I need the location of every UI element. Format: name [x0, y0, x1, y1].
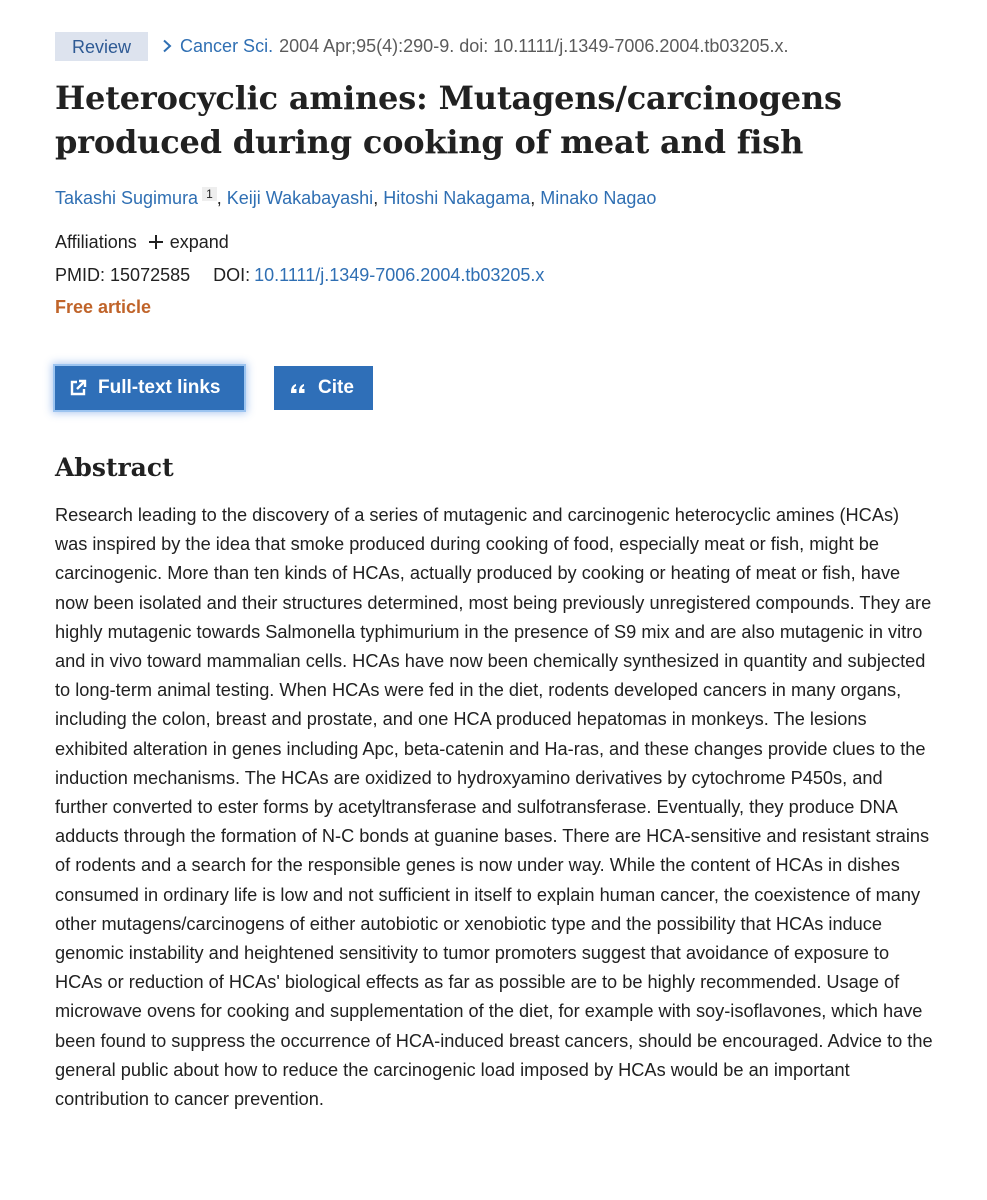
expand-affiliations-button[interactable] — [149, 229, 229, 255]
affiliations-row — [55, 229, 932, 255]
author-link[interactable]: Minako Nagao — [540, 188, 657, 208]
chevron-right-icon — [160, 39, 174, 53]
citation-details: 2004 Apr;95(4):290-9. doi: 10.1111/j.1349-7006.2004.tb03205.x. — [279, 35, 789, 56]
identifiers-row — [55, 262, 932, 288]
free-article-label: Free article — [55, 297, 152, 317]
full-text-links-label: Full-text links — [98, 377, 221, 398]
cite-label: Cite — [318, 377, 354, 398]
action-buttons — [55, 366, 932, 410]
author-link[interactable]: Takashi Sugimura — [55, 188, 199, 208]
plus-icon — [149, 235, 163, 249]
quote-icon — [289, 379, 307, 397]
author-separator: , — [216, 188, 227, 208]
authors-list — [55, 185, 932, 211]
external-link-icon — [69, 379, 87, 397]
author-link[interactable]: Hitoshi Nakagama — [383, 188, 531, 208]
publication-type-badge: Review — [55, 32, 148, 61]
doi-link[interactable]: 10.1111/j.1349-7006.2004.tb03205.x — [254, 265, 545, 285]
article-title: Heterocyclic amines: Mutagens/carcinogens produced during cooking of meat and fish — [55, 79, 842, 161]
abstract-text: Research leading to the discovery of a series of mutagenic and carcinogenic heterocyclic amines (HCAs) was inspired by the idea that smoke produced during cooking of food, especially meat or fish, might be carcinogenic. More than ten kinds of HCAs, actually produced by cooking or heating of meat or fish, have now been isolated and their structures determined, most being previously unregistered compounds. They are highly mutagenic towards Salmonella typhimurium in the presence of S9 mix and are also mutagenic in vitro and in vivo toward mammalian cells. HCAs have now been chemically synthesized in quantity and subjected to long-term animal testing. When HCAs were fed in the diet, rodents developed cancers in many organs, including the colon, breast and prostate, and one HCA produced hepatomas in monkeys. The lesions exhibited alteration in genes including Apc, beta-catenin and Ha-ras, and these changes provide clues to the induction mechanisms. The HCAs are oxidized to hydroxyamino derivatives by cytochrome P450s, and further converted to ester forms by acetyltransferase and sulfotransferase. Eventually, they produce DNA adducts through the formation of N-C bonds at guanine bases. There are HCA-sensitive and resistant strains of rodents and a search for the responsible genes is now under way. While the content of HCAs in dishes consumed in ordinary life is low and not sufficient in itself to explain human cancer, the coexistence of many other mutagens/carcinogens of either autobiotic or xenobiotic type and the possibility that HCAs induce genomic instability and heightened sensitivity to tumor promoters suggest that avoidance of exposure to HCAs or reduction of HCAs' biological effects as far as possible are to be highly recommended. Usage of microwave ovens for cooking and supplementation of the diet, for example with soy-isoflavones, which have been found to suppress the occurrence of HCA-induced breast cancers, should be encouraged. Advice to the general public about how to reduce the carcinogenic load imposed by HCAs would be an important contribution to cancer prevention. — [55, 505, 933, 1110]
article-header-line — [55, 31, 932, 61]
author-link[interactable]: Keiji Wakabayashi — [226, 188, 374, 208]
affiliations-label: Affiliations — [55, 232, 137, 252]
abstract-heading: Abstract — [55, 453, 174, 482]
author-separator: , — [530, 188, 541, 208]
pmid-value: 15072585 — [110, 265, 191, 285]
expand-label: expand — [169, 232, 229, 252]
doi-label: DOI: — [213, 265, 251, 285]
cite-button[interactable] — [274, 366, 373, 410]
author-separator: , — [373, 188, 384, 208]
pmid-label: PMID: — [55, 265, 106, 285]
affiliation-number[interactable]: 1 — [202, 187, 217, 201]
journal-link[interactable]: Cancer Sci. — [180, 35, 274, 56]
full-text-links-button[interactable] — [55, 366, 244, 410]
